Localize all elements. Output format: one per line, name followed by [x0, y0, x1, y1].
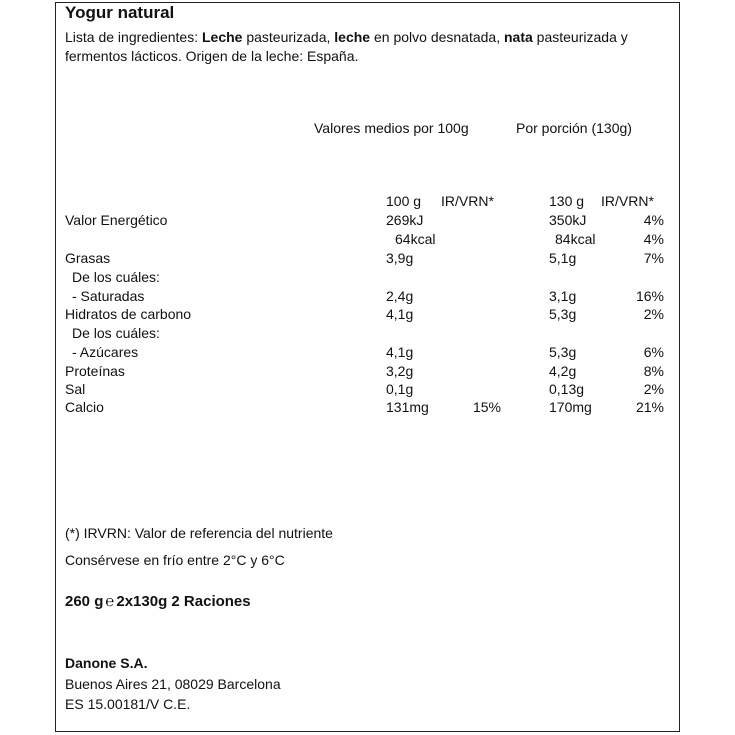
value-per-portion: 5,3g — [549, 306, 577, 322]
nutrient-label: Hidratos de carbono — [65, 306, 192, 322]
nutrient-label: Sal — [65, 381, 86, 397]
irvrn-per-portion: 4% — [643, 212, 664, 228]
ingredient-text: en polvo desnatada, — [370, 29, 504, 45]
irvrn-per-portion: 4% — [643, 231, 664, 247]
header-per-portion: Por porción (130g) — [516, 120, 632, 136]
irvrn-per-portion: 7% — [643, 250, 664, 266]
weight-total: 260 g — [65, 593, 104, 610]
value-per-100g: 3,2g — [386, 363, 414, 379]
irvrn-per-portion: 8% — [643, 363, 664, 379]
irvrn-per-portion: 21% — [635, 399, 664, 415]
nutrient-label: De los cuáles: — [72, 269, 160, 285]
value-per-portion: 170mg — [549, 399, 592, 415]
header-per-100g: Valores medios por 100g — [314, 120, 469, 136]
value-per-100g: 0,1g — [386, 381, 414, 397]
value-per-100g: 4,1g — [386, 344, 414, 360]
col-header-100g: 100 g — [386, 193, 422, 209]
value-per-100g: 131mg — [386, 399, 429, 415]
irvrn-per-portion: 2% — [643, 381, 664, 397]
irvrn-per-portion: 6% — [643, 344, 664, 360]
label-frame — [55, 2, 680, 732]
value-per-portion: 350kJ — [549, 212, 587, 228]
nutrient-label: - Azúcares — [72, 344, 139, 360]
value-per-100g: 64kcal — [395, 231, 436, 247]
ingredient-text: pasteurizada, — [242, 29, 335, 45]
nutrient-label: Grasas — [65, 250, 111, 266]
nutrient-label: - Saturadas — [72, 288, 145, 304]
value-per-100g: 4,1g — [386, 306, 414, 322]
ingredient-highlight: Leche — [201, 29, 243, 45]
value-per-portion: 4,2g — [549, 363, 577, 379]
value-per-portion: 5,3g — [549, 344, 577, 360]
value-per-portion: 84kcal — [555, 231, 596, 247]
product-title: Yogur natural — [65, 3, 175, 22]
irvrn-per-100g: 15% — [472, 399, 501, 415]
company-name: Danone S.A. — [65, 655, 148, 671]
irvrn-per-portion: 16% — [635, 288, 664, 304]
irvrn-per-portion: 2% — [643, 306, 664, 322]
ingredient-highlight: nata — [504, 29, 533, 45]
col-header-irvrn-portion: IR/VRN* — [601, 193, 654, 209]
ingredient-text: Lista de ingredientes: — [65, 29, 202, 45]
value-per-portion: 5,1g — [549, 250, 577, 266]
ingredient-highlight: leche — [334, 29, 371, 45]
ingredient-text: pasteurizada y fermentos lácticos. Origen de la leche: España. — [65, 29, 628, 64]
value-per-100g: 269kJ — [386, 212, 424, 228]
company-address: Buenos Aires 21, 08029 Barcelona — [65, 676, 281, 692]
value-per-100g: 2,4g — [386, 288, 414, 304]
net-weight — [65, 593, 251, 610]
ingredients-text — [65, 28, 665, 66]
value-per-portion: 3,1g — [549, 288, 577, 304]
weight-portions: 2x130g 2 Raciones — [116, 593, 251, 610]
nutrient-label: Calcio — [65, 399, 104, 415]
value-per-portion: 0,13g — [549, 381, 585, 397]
estimate-sign-icon: ℮ — [105, 593, 115, 610]
irvrn-footnote: (*) IRVRN: Valor de referencia del nutriente — [65, 525, 333, 541]
storage-instructions: Consérvese en frío entre 2°C y 6°C — [65, 552, 285, 568]
value-per-100g: 3,9g — [386, 250, 414, 266]
col-header-130g: 130 g — [549, 193, 585, 209]
col-header-irvrn-100g: IR/VRN* — [441, 193, 494, 209]
registry-number: ES 15.00181/V C.E. — [65, 696, 191, 712]
nutrient-label: Valor Energético — [65, 212, 168, 228]
nutrient-label: Proteínas — [65, 363, 125, 379]
nutrient-label: De los cuáles: — [72, 325, 160, 341]
